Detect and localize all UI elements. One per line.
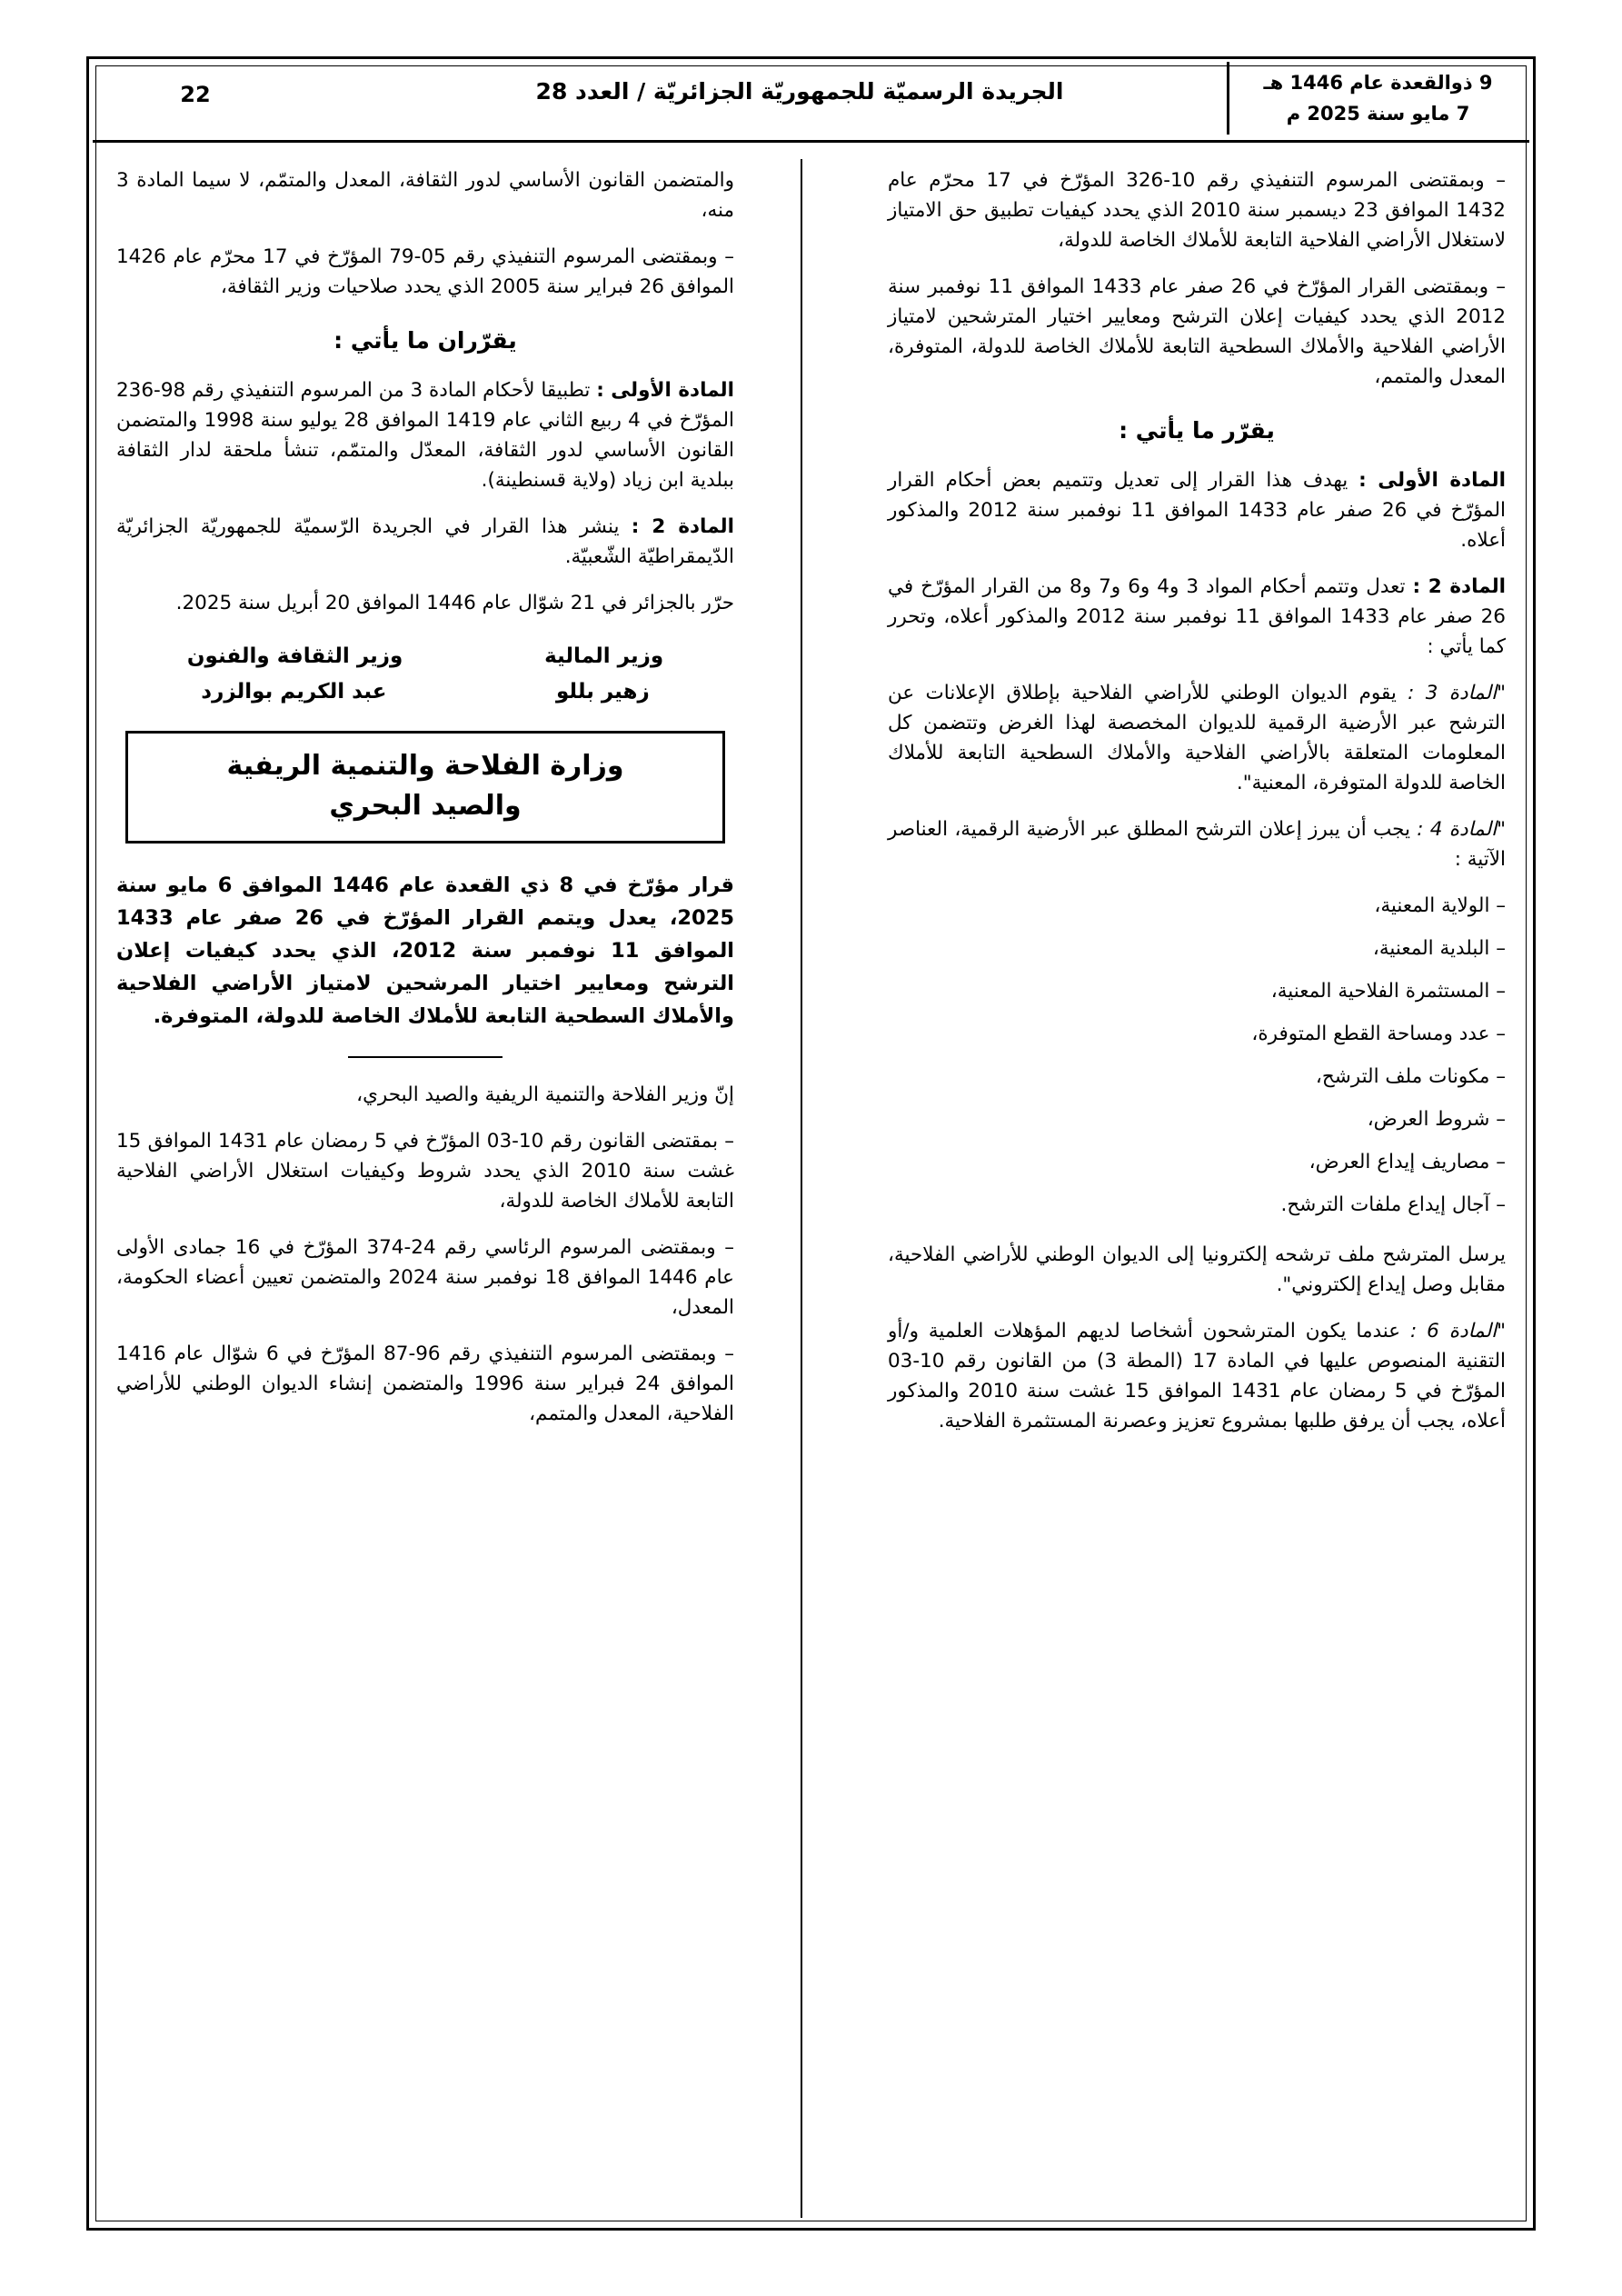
signature-name: عبد الكريم بوالزرد — [201, 680, 387, 704]
header-journal-title: الجريدة الرسميّة للجمهوريّة الجزائريّة / العدد 28 — [535, 78, 1064, 105]
quoted-article-paragraph — [888, 1316, 1506, 1436]
page-number: 22 — [180, 82, 211, 107]
ministry-banner — [125, 731, 725, 844]
left-column — [116, 165, 734, 1445]
paragraph: – بمقتضى القانون رقم 10-03 المؤرّخ في 5 رمضان عام 1431 الموافق 15 غشت سنة 2010 الذي يحدد شروط وكيفيات استغلال الأراضي الفلاحية التابعة للأملاك الخاصة للدولة، — [116, 1130, 735, 1213]
quoted-article-text: يقوم الديوان الوطني للأراضي الفلاحية بإطلاق الإعلانات عن الترشح عبر الأرضية الرقمية للديوان المخصصة لهذا الغرض وتتضمن كل المعلومات المتعلقة بالأراضي الفلاحية والأملاك السطحية التابعة للأملاك الخاصة للدولة المتوفرة، المعنية". — [888, 682, 1506, 794]
bullet-list — [888, 891, 1506, 1220]
signature-title: وزير المالية — [544, 644, 664, 668]
paragraph: – وبمقتضى القرار المؤرّخ في 26 صفر عام 1433 الموافق 11 نوفمبر سنة 2012 الذي يحدد كيفيات إعلان الترشح ومعايير اختيار المترشحين لامتياز الأراضي الفلاحية والأملاك السطحية التابعة للأملاك الخاصة للدولة، المتوفرة، المعدل والمتمم، — [888, 275, 1506, 388]
paragraph: والمتضمن القانون الأساسي لدور الثقافة، المعدل والمتمّم، لا سيما المادة 3 منه، — [116, 169, 734, 222]
article-head: المادة الأولى : — [1358, 469, 1506, 492]
signature-title: وزير الثقافة والفنون — [186, 644, 403, 668]
header-hijri-date: 9 ذوالقعدة عام 1446 هـ — [1263, 72, 1493, 94]
list-item: – المستثمرة الفلاحية المعنية، — [1270, 980, 1506, 1003]
section-rule — [348, 1056, 503, 1058]
article-text: يهدف هذا القرار إلى تعديل وتتميم بعض أحكام القرار المؤرّخ في 26 صفر عام 1433 الموافق 11 نوفمبر سنة 2012 والمذكور أعلاه. — [888, 469, 1506, 552]
ministry-banner-line1: وزارة الفلاحة والتنمية الريفية — [226, 750, 624, 782]
paragraph: – وبمقتضى المرسوم التنفيذي رقم 05-79 المؤرّخ في 17 محرّم عام 1426 الموافق 26 فبراير سنة 2005 الذي يحدد صلاحيات وزير الثقافة، — [116, 245, 734, 298]
article-paragraph — [888, 465, 1506, 555]
ministry-banner-line2: والصيد البحري — [329, 790, 522, 822]
article-text: ينشر هذا القرار في الجريدة الرّسميّة للجمهوريّة الجزائريّة الدّيمقراطيّة الشّعبيّة. — [116, 515, 734, 568]
article-head: المادة 2 : — [1412, 575, 1507, 598]
header-divider — [93, 140, 1529, 143]
article-head: المادة الأولى : — [596, 379, 734, 402]
list-item: – البلدية المعنية، — [1372, 937, 1506, 960]
quoted-article-paragraph — [888, 814, 1506, 874]
article-paragraph — [888, 572, 1506, 662]
quoted-article-head: "المادة 4 : — [1417, 818, 1506, 841]
list-item: – شروط العرض، — [1367, 1108, 1506, 1131]
quoted-article-text: عندما يكون المترشحون أشخاصا لديهم المؤهلات العلمية و/أو التقنية المنصوص عليها في المادة 17 (المطة 3) من القانون رقم 10-03 المؤرّخ في 5 رمضان عام 1431 الموافق 15 غشت سنة 2010 والمذكور أعلاه، يجب أن يرفق طلبها بمشروع تعزيز وعصرنة المستثمرة الفلاحية. — [888, 1320, 1506, 1433]
header-date-box — [1227, 62, 1527, 135]
list-item: – آجال إيداع ملفات الترشح. — [1280, 1193, 1506, 1216]
quoted-article-text: يجب أن يبرز إعلان الترشح المطلق عبر الأرضية الرقمية، العناصر الآتية : — [888, 818, 1506, 871]
article-paragraph — [116, 375, 734, 495]
list-item: – عدد ومساحة القطع المتوفرة، — [1251, 1023, 1506, 1045]
right-column — [888, 165, 1506, 1452]
quoted-article-head: "المادة 3 : — [1408, 682, 1506, 704]
page-header — [86, 56, 1536, 140]
paragraph: يرسل المترشح ملف ترشحه إلكترونيا إلى الديوان الوطني للأراضي الفلاحية، مقابل وصل إيداع إلكتروني". — [888, 1243, 1506, 1296]
decree-title: قرار مؤرّخ في 8 ذي القعدة عام 1446 الموافق 6 مايو سنة 2025، يعدل ويتمم القرار المؤرّخ في 26 صفر عام 1433 الموافق 11 نوفمبر سنة 2012، الذي يحدد كيفيات إعلان الترشح ومعايير اختيار المرشحين لامتياز الأراضي الفلاحية والأملاك السطحية التابعة للأملاك الخاصة للدولة، المتوفرة. — [116, 873, 735, 1028]
list-item: – مصاريف إيداع العرض، — [1309, 1151, 1506, 1173]
paragraph: – وبمقتضى المرسوم التنفيذي رقم 96-87 المؤرّخ في 6 شوّال عام 1416 الموافق 24 فبراير سنة 1996 والمتضمن إنشاء الديوان الوطني للأراضي الفلاحية، المعدل والمتمم، — [116, 1343, 735, 1425]
list-item: – الولاية المعنية، — [1374, 894, 1506, 917]
article-head: المادة 2 : — [631, 515, 734, 538]
header-gregorian-date: 7 مايو سنة 2025 م — [1286, 103, 1470, 125]
signature-names — [116, 677, 734, 707]
signature-titles — [116, 642, 734, 672]
article-text: تطبيقا لأحكام المادة 3 من المرسوم التنفيذي رقم 98-236 المؤرّخ في 4 ربيع الثاني عام 1419 الموافق 28 يوليو سنة 1998 والمتضمن القانون الأساسي لدور الثقافة، المعدّل والمتمّم، تنشأ ملحقة لدار الثقافة ببلدية ابن زياد (ولاية قسنطينة). — [116, 379, 734, 492]
decide-heading: يقرّر ما يأتي : — [1119, 417, 1275, 444]
quoted-article-head: "المادة 6 : — [1410, 1320, 1506, 1343]
paragraph: – وبمقتضى المرسوم التنفيذي رقم 10-326 المؤرّخ في 17 محرّم عام 1432 الموافق 23 ديسمبر سنة 2010 الذي يحدد كيفيات تطبيق حق الامتياز لاستغلال الأراضي الفلاحية التابعة للأملاك الخاصة للدولة، — [888, 169, 1506, 252]
article-text: تعدل وتتمم أحكام المواد 3 و4 و6 و7 و8 من القرار المؤرّخ في 26 صفر عام 1433 الموافق 11 نوفمبر سنة 2012 والمذكور أعلاه، وتحرر كما يأتي : — [888, 575, 1506, 658]
decide-heading: يقرّران ما يأتي : — [333, 327, 517, 354]
column-divider — [801, 159, 802, 2218]
signing-date: حرّر بالجزائر في 21 شوّال عام 1446 الموافق 20 أبريل سنة 2025. — [175, 592, 734, 614]
preamble: إنّ وزير الفلاحة والتنمية الريفية والصيد البحري، — [356, 1083, 734, 1106]
signature-name: زهير بللو — [556, 680, 650, 704]
quoted-article-paragraph — [888, 678, 1506, 798]
article-paragraph — [116, 512, 734, 572]
list-item: – مكونات ملف الترشح، — [1315, 1065, 1506, 1088]
paragraph: – وبمقتضى المرسوم الرئاسي رقم 24-374 المؤرّخ في 16 جمادى الأولى عام 1446 الموافق 18 نوفمبر سنة 2024 والمتضمن تعيين أعضاء الحكومة، المعدل، — [116, 1236, 735, 1319]
